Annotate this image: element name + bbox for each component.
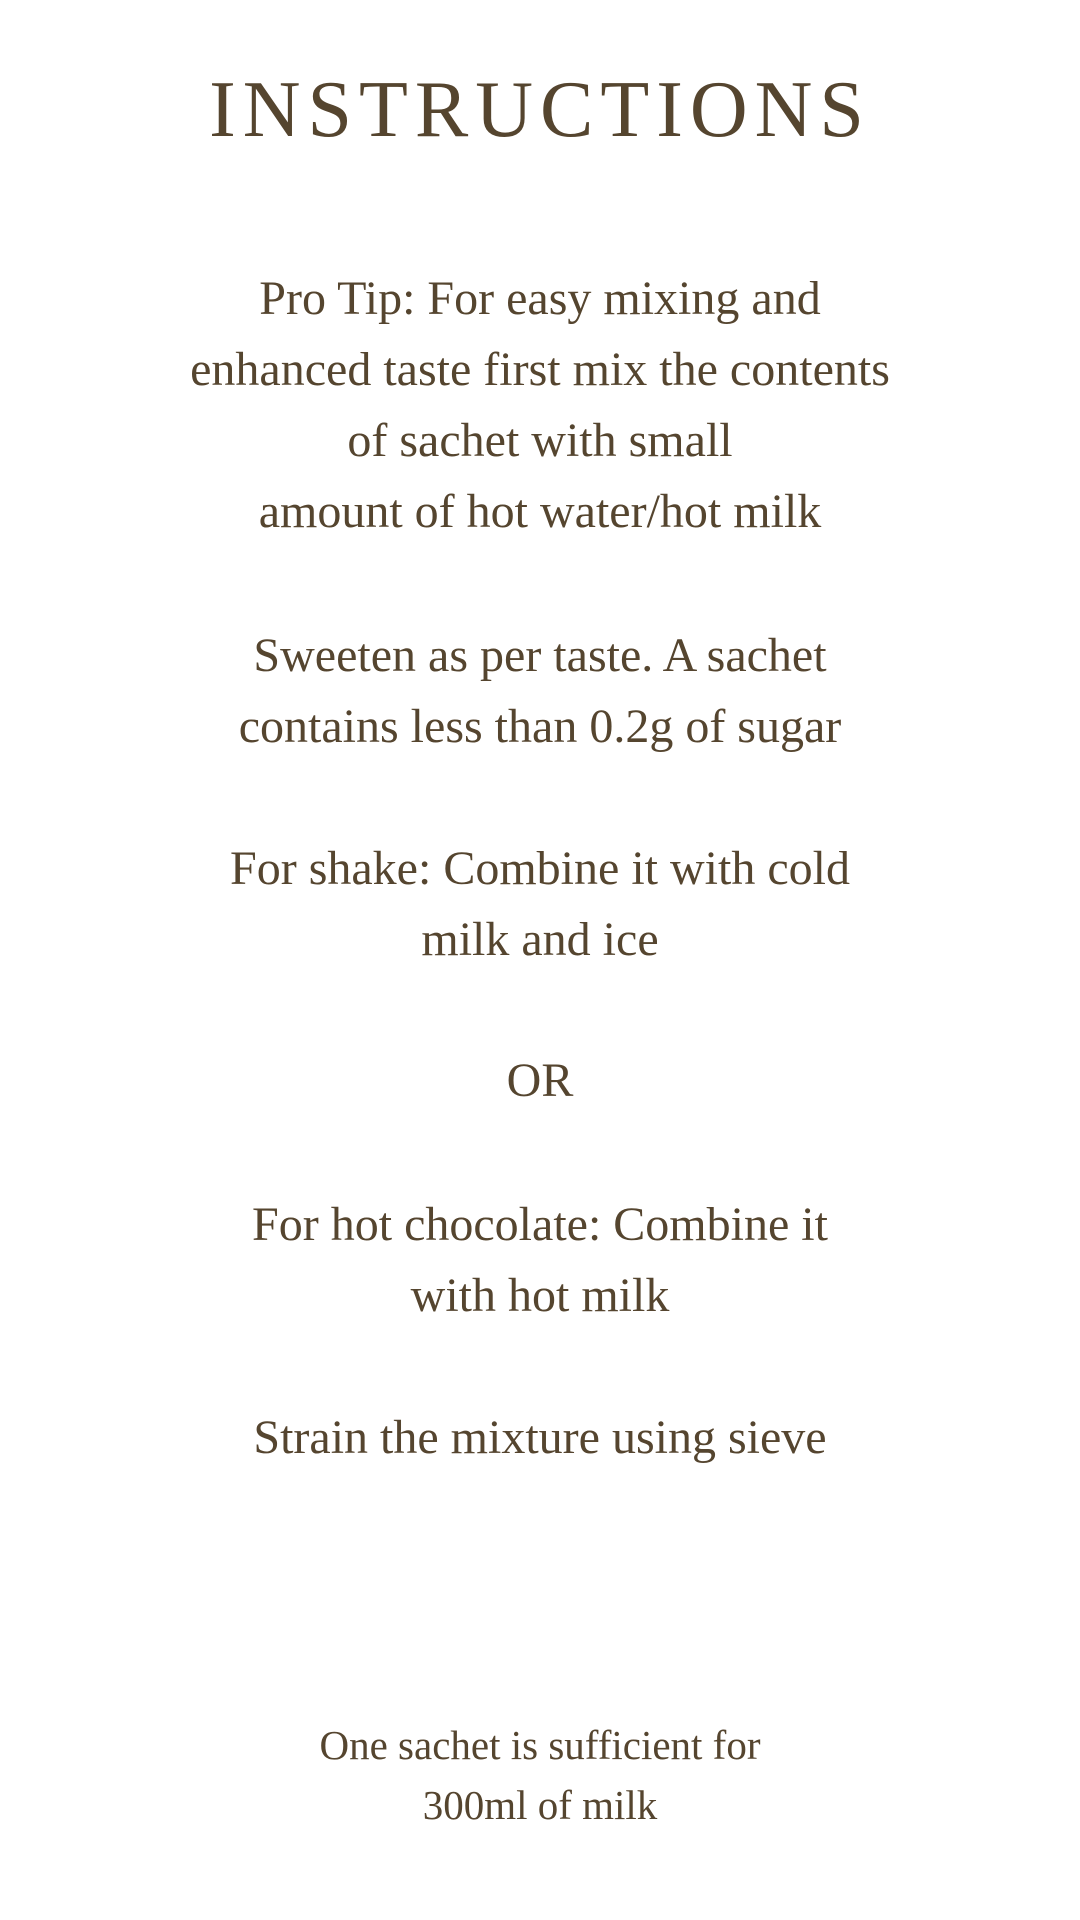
pro-tip-paragraph: Pro Tip: For easy mixing and enhanced taste first mix the contents of sachet with small amount of hot water/hot milk [190, 272, 890, 538]
serving-note: One sachet is sufficient for 300ml of milk [319, 1722, 761, 1828]
strain-paragraph: Strain the mixture using sieve [253, 1411, 827, 1464]
page-title: INSTRUCTIONS [209, 66, 871, 154]
hot-chocolate-paragraph: For hot chocolate: Combine it with hot milk [252, 1198, 828, 1322]
sweeten-paragraph: Sweeten as per taste. A sachet contains less than 0.2g of sugar [238, 629, 842, 753]
shake-paragraph: For shake: Combine it with cold milk and ice [230, 842, 850, 966]
or-separator: OR [506, 1054, 574, 1107]
